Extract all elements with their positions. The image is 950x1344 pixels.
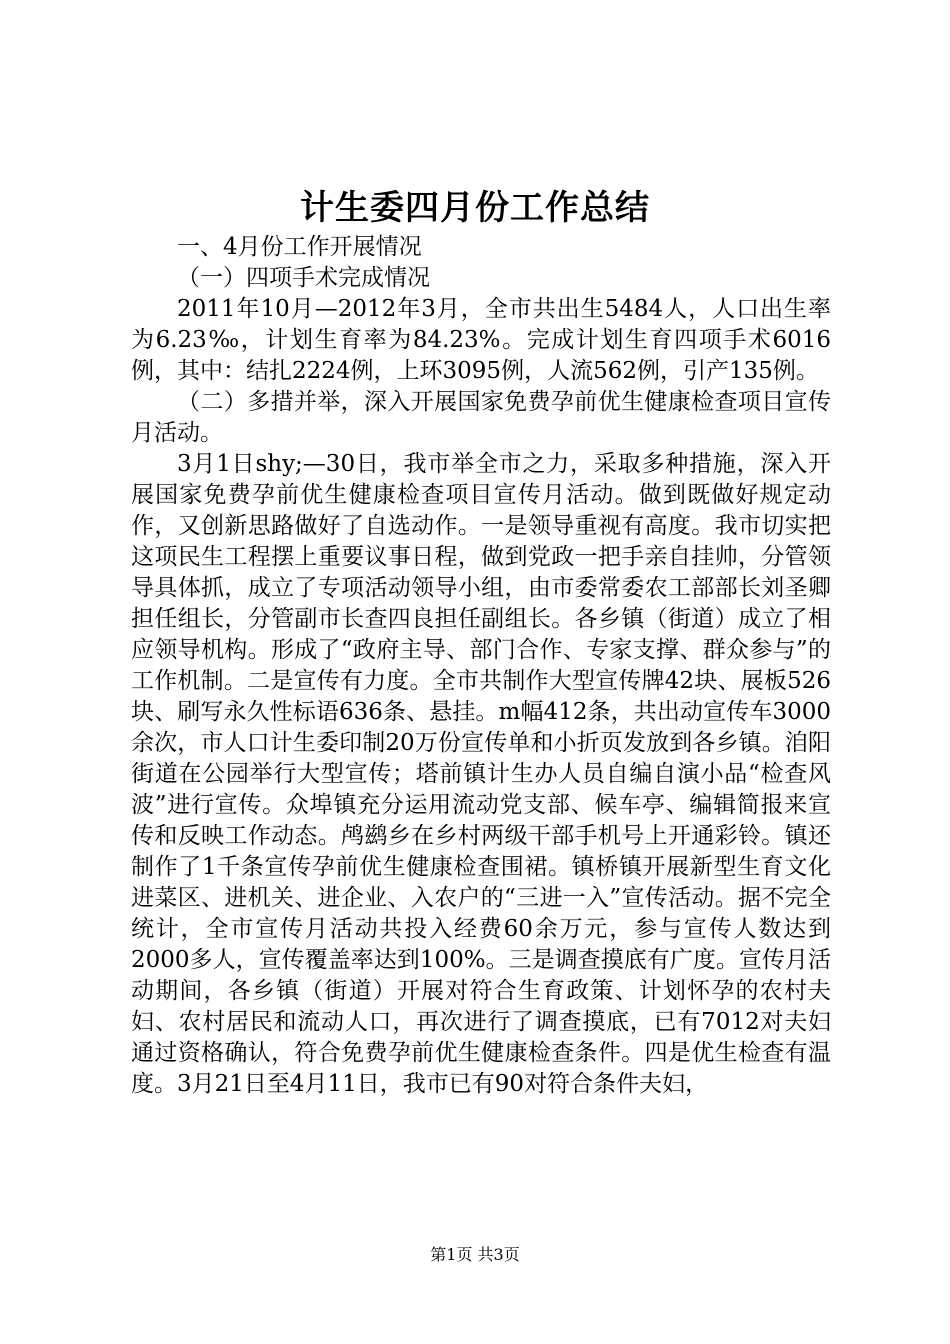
document-body: [131, 232, 831, 1100]
body-paragraph: 3月1日shy;—30日，我市举全市之力，采取多种措施，深入开展国家免费孕前优生健康检查项目宣传月活动。做到既做好规定动作，又创新思路做好了自选动作。一是领导重视有高度。我市切实把这项民生工程摆上重要议事日程，做到党政一把手亲自挂帅，分管领导具体抓，成立了专项活动领导小组，由市委常委农工部部长刘圣卿担任组长，分管副市长查四良担任副组长。各乡镇（街道）成立了相应领导机构。形成了“政府主导、部门合作、专家支撑、群众参与”的工作机制。二是宣传有力度。全市共制作大型宣传牌42块、展板526块、刷写永久性标语636条、悬挂。m幅412条，共出动宣传车3000余次，市人口计生委印制20万份宣传单和小折页发放到各乡镇。洎阳街道在公园举行大型宣传；塔前镇计生办人员自编自演小品“检查风波”进行宣传。众埠镇充分运用流动党支部、候车亭、编辑简报来宣传和反映工作动态。鸬鹚乡在乡村两级干部手机号上开通彩铃。镇还制作了1千条宣传孕前优生健康检查围裙。镇桥镇开展新型生育文化进菜区、进机关、进企业、入农户的“三进一入”宣传活动。据不完全统计，全市宣传月活动共投入经费60余万元，参与宣传人数达到2000多人，宣传覆盖率达到100%。三是调查摸底有广度。宣传月活动期间，各乡镇（街道）开展对符合生育政策、计划怀孕的农村夫妇、农村居民和流动人口，再次进行了调查摸底，已有7012对夫妇通过资格确认，符合免费孕前优生健康检查条件。四是优生检查有温度。3月21日至4月11日，我市已有90对符合条件夫妇，: [131, 451, 831, 1097]
page-footer: 第1页 共3页: [430, 1245, 520, 1264]
subsection-heading: （一）四项手术完成情况: [177, 265, 430, 291]
section-heading: 一、4月份工作开展情况: [177, 234, 422, 260]
body-paragraph: 2011年10月—2012年3月，全市共出生5484人，人口出生率为6.23‰，计划生育率为84.23%。完成计划生育四项手术6016例，其中：结扎2224例，上环3095例，人流562例，引产135例。: [131, 296, 831, 384]
document-title: 计生委四月份工作总结: [300, 188, 650, 228]
subsection-heading: （二）多措并举，深入开展国家免费孕前优生健康检查项目宣传月活动。: [131, 389, 831, 446]
